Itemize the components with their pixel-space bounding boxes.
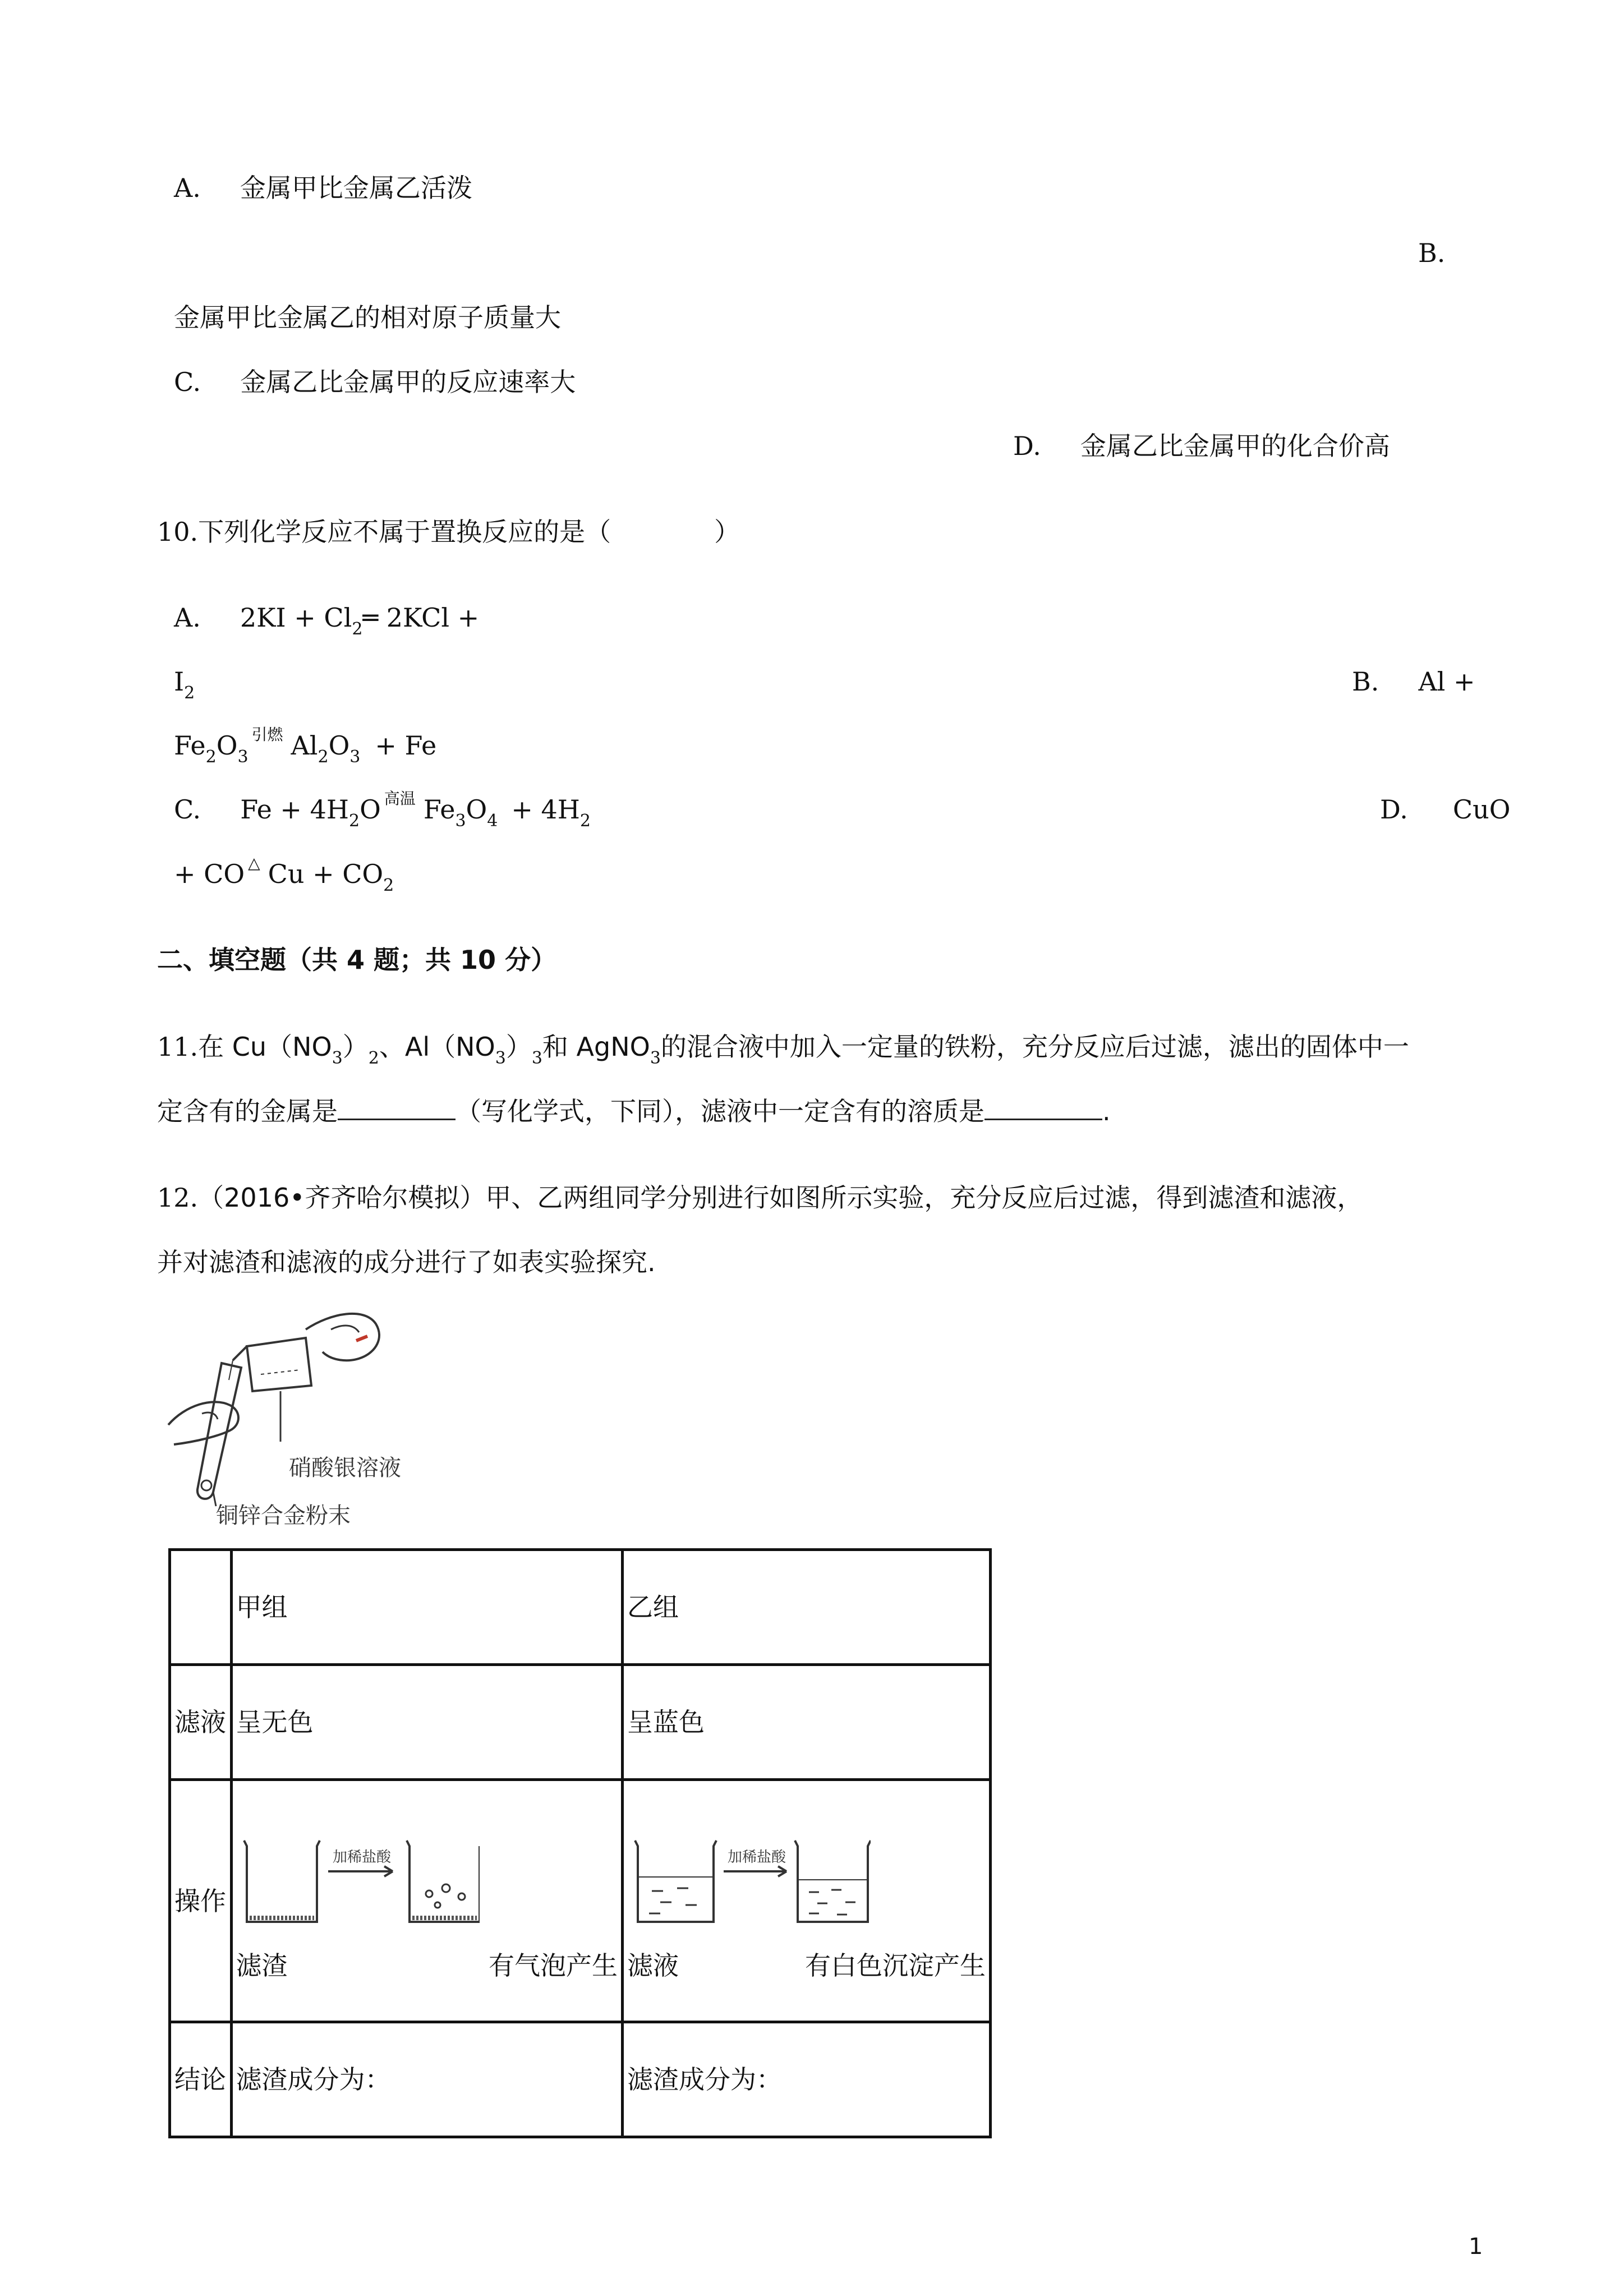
table-cell: 呈蓝色 bbox=[623, 1665, 991, 1780]
q10-c-s1: 2 bbox=[348, 811, 360, 831]
op-a-caption-right: 有气泡产生 bbox=[489, 1950, 618, 1981]
q10-b-o-sub: 3 bbox=[237, 747, 249, 767]
q10-option-d-line1 bbox=[1380, 794, 1511, 825]
q10-c-t4: O bbox=[466, 794, 487, 825]
q12-figure-label-alloy: 铜锌合金粉末 bbox=[216, 1503, 351, 1529]
q9-option-c bbox=[174, 369, 576, 395]
q12-line1-text: （2016•齐齐哈尔模拟）甲、乙两组同学分别进行如图所示实验，充分反应后过滤，得到滤渣和滤液， bbox=[198, 1182, 1363, 1213]
table-cell-op-group-b bbox=[623, 1780, 991, 2022]
q12-figure bbox=[163, 1307, 432, 1531]
op-a-arrow-label: 加稀盐酸 bbox=[332, 1848, 391, 1866]
table-row-filtrate bbox=[170, 1665, 991, 1780]
q10-c-condition: 高温 bbox=[384, 789, 416, 808]
q11-mid1: ） bbox=[342, 1032, 369, 1062]
q10-c-s3: 4 bbox=[487, 811, 498, 831]
q11-mid2: 、Al（NO bbox=[379, 1032, 495, 1062]
q10-number: 10. bbox=[157, 517, 199, 547]
q9-option-c-text: 金属乙比金属甲的反应速率大 bbox=[240, 367, 576, 397]
table-cell: 滤渣成分为： bbox=[623, 2022, 991, 2137]
q9-option-b-text: 金属甲比金属乙的相对原子质量大 bbox=[174, 302, 561, 333]
table-header-group-b: 乙组 bbox=[623, 1550, 991, 1665]
table-row-label: 结论 bbox=[170, 2022, 232, 2137]
table-header-group-a: 甲组 bbox=[231, 1550, 623, 1665]
q10-option-b-line1 bbox=[1352, 666, 1475, 697]
q10-b-letter: B. bbox=[1352, 666, 1379, 697]
q10-b-tail: + Fe bbox=[375, 730, 437, 761]
op-a-captions bbox=[236, 1950, 618, 1981]
q10-stem bbox=[157, 519, 740, 545]
q10-c-t1: Fe + 4H bbox=[240, 794, 349, 825]
q10-b-fe: Fe bbox=[174, 730, 206, 761]
q9-option-c-letter: C. bbox=[174, 367, 201, 397]
q10-d-t1: + CO bbox=[174, 859, 245, 889]
q10-a-sub1: 2 bbox=[352, 619, 363, 639]
q11-post: 的混合液中加入一定量的铁粉，充分反应后过滤，滤出的固体中一 bbox=[660, 1032, 1409, 1062]
q11-line2c: . bbox=[1102, 1096, 1111, 1126]
q11-mid4: 和 AgNO bbox=[542, 1032, 650, 1062]
q10-c-letter: C. bbox=[174, 794, 201, 825]
q11-s3: 3 bbox=[495, 1048, 506, 1068]
op-diagram-b bbox=[629, 1824, 871, 1936]
q10-a-sub2: 2 bbox=[184, 683, 195, 703]
q11-mid3: ） bbox=[505, 1032, 532, 1062]
q11-s5: 3 bbox=[650, 1048, 661, 1068]
q10-b-eq-line1: Al + bbox=[1418, 666, 1475, 697]
table-cell: 滤渣成分为： bbox=[231, 2022, 623, 2137]
q10-option-c bbox=[174, 789, 591, 831]
q11-blank-1 bbox=[338, 1119, 456, 1120]
q11-line2 bbox=[157, 1098, 1111, 1124]
q11-s2: 2 bbox=[368, 1048, 379, 1068]
q10-a-eq-part2: ═ 2KCl + bbox=[362, 602, 480, 633]
q10-d-eq-line1: CuO bbox=[1452, 794, 1511, 825]
q11-pre: 在 Cu（NO bbox=[198, 1032, 332, 1062]
page-number: 1 bbox=[1469, 2234, 1483, 2260]
q10-a-eq-part1: 2KI + Cl bbox=[240, 602, 352, 633]
q10-a-eq-line2: I bbox=[174, 666, 185, 697]
q11-line2b: （写化学式，下同），滤液中一定含有的溶质是 bbox=[456, 1096, 984, 1126]
q9-option-b-letter: B. bbox=[1418, 238, 1446, 268]
q12-number: 12. bbox=[157, 1182, 199, 1213]
q9-option-a bbox=[174, 175, 472, 201]
q10-b-al: Al bbox=[291, 730, 318, 761]
q10-d-t2: Cu + CO bbox=[268, 859, 384, 889]
q9-option-a-letter: A. bbox=[174, 173, 201, 203]
op-b-arrow-label: 加稀盐酸 bbox=[728, 1848, 786, 1866]
q12-figure-label-silver-nitrate: 硝酸银溶液 bbox=[289, 1455, 401, 1481]
q10-c-s2: 3 bbox=[455, 811, 466, 831]
q12-line2: 并对滤渣和滤液的成分进行了如表实验探究. bbox=[157, 1247, 656, 1277]
q12-figure-drawing bbox=[163, 1307, 432, 1531]
q10-b-o2-sub: 3 bbox=[349, 747, 361, 767]
q10-b-condition: 引燃 bbox=[251, 725, 283, 744]
q10-b-fe-sub: 2 bbox=[205, 747, 217, 767]
q10-option-a-line1 bbox=[174, 602, 480, 639]
q11-line1 bbox=[157, 1032, 1409, 1068]
q10-c-s4: 2 bbox=[579, 811, 591, 831]
q10-d-s1: 2 bbox=[383, 876, 394, 895]
q9-option-d-text: 金属乙比金属甲的化合价高 bbox=[1080, 431, 1390, 461]
q10-b-o2: O bbox=[328, 730, 350, 761]
table-cell: 呈无色 bbox=[231, 1665, 623, 1780]
experiment-table bbox=[168, 1548, 992, 2138]
table-cell-op-group-a bbox=[231, 1780, 623, 2022]
op-diagram-a bbox=[238, 1824, 480, 1936]
q10-option-b-line2 bbox=[174, 725, 437, 767]
q10-c-t5: + 4H bbox=[511, 794, 580, 825]
q10-c-t3: Fe bbox=[423, 794, 456, 825]
q11-line2a: 定含有的金属是 bbox=[157, 1096, 338, 1126]
q10-d-letter: D. bbox=[1380, 794, 1408, 825]
op-a-caption-left: 滤渣 bbox=[236, 1950, 288, 1981]
q9-option-a-text: 金属甲比金属乙活泼 bbox=[240, 173, 472, 203]
q9-option-d bbox=[1013, 433, 1390, 459]
op-b-caption-left: 滤液 bbox=[627, 1950, 679, 1981]
table-cell bbox=[170, 1550, 232, 1665]
table-row-label: 操作 bbox=[170, 1780, 232, 2022]
q10-stem-text: 下列化学反应不属于置换反应的是（ ） bbox=[198, 517, 740, 547]
q10-option-d-line2 bbox=[174, 854, 394, 895]
op-b-captions bbox=[627, 1950, 986, 1981]
q10-c-t2: O bbox=[360, 794, 381, 825]
q11-blank-2 bbox=[984, 1119, 1102, 1120]
q9-option-d-letter: D. bbox=[1013, 431, 1041, 461]
op-b-caption-right: 有白色沉淀产生 bbox=[805, 1950, 986, 1981]
q10-option-a-line2 bbox=[174, 666, 195, 703]
q11-s1: 3 bbox=[332, 1048, 343, 1068]
q10-a-letter: A. bbox=[174, 602, 201, 633]
table-header-row bbox=[170, 1550, 991, 1665]
q12-line1 bbox=[157, 1182, 1363, 1213]
table-row-label: 滤液 bbox=[170, 1665, 232, 1780]
q10-d-condition: △ bbox=[248, 854, 260, 872]
q10-b-al-sub: 2 bbox=[318, 747, 329, 767]
section-heading: 二、填空题（共 4 题；共 10 分） bbox=[157, 945, 557, 975]
table-row-conclusion bbox=[170, 2022, 991, 2137]
q11-number: 11. bbox=[157, 1032, 199, 1062]
q11-s4: 3 bbox=[531, 1048, 542, 1068]
q10-b-o: O bbox=[216, 730, 238, 761]
table-row-operation bbox=[170, 1780, 991, 2022]
